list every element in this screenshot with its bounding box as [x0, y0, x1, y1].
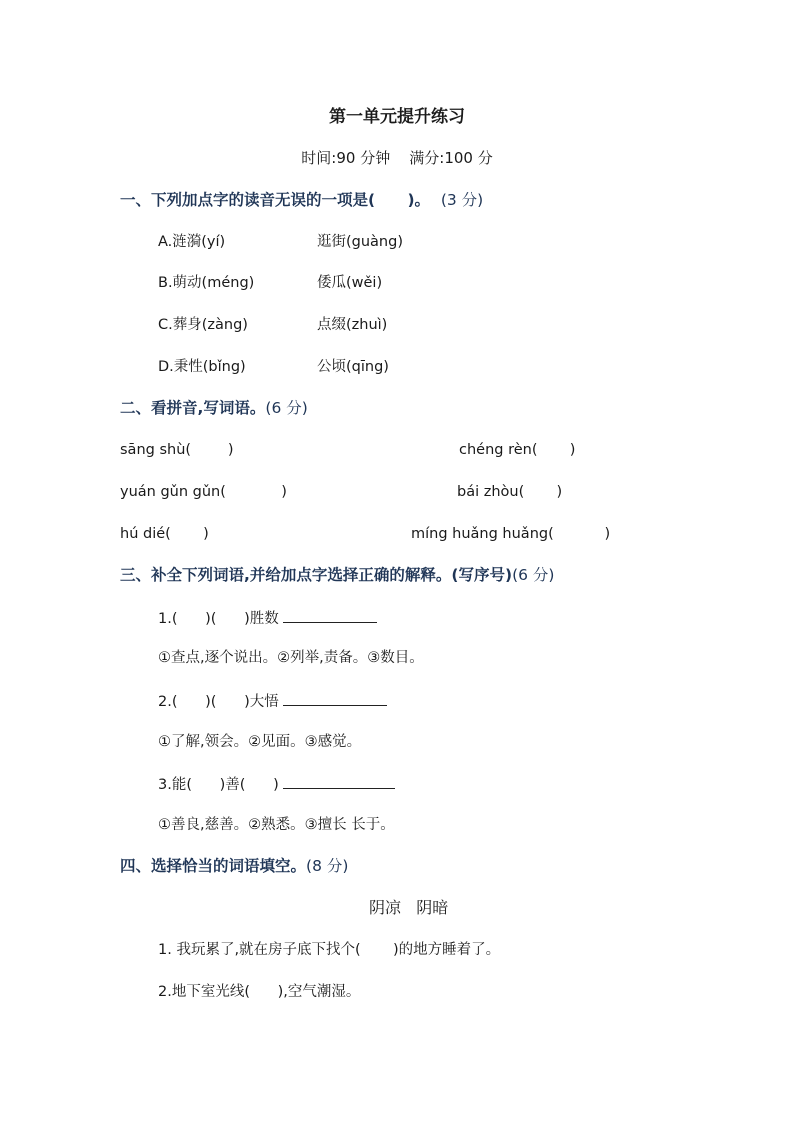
- option-d-word2: 公顷(qīng): [317, 359, 389, 375]
- pinyin-item: míng huǎng huǎng( ): [411, 526, 611, 542]
- definitions-3-2: ①了解,领会。②见面。③感觉。: [158, 734, 362, 750]
- section-1-heading: [120, 190, 483, 210]
- option-b-word2: 倭瓜(wěi): [317, 275, 383, 291]
- exam-info: 时间:90 分钟 满分:100 分: [301, 149, 493, 167]
- option-c-word2: 点缀(zhuì): [317, 317, 388, 333]
- answer-blank[interactable]: [283, 607, 377, 623]
- section-2-heading: [120, 398, 308, 418]
- question-4-1: 1. 我玩累了,就在房子底下找个( )的地方睡着了。: [158, 942, 501, 958]
- answer-blank[interactable]: [283, 690, 387, 706]
- option-d: D.秉性(bǐng): [158, 359, 246, 375]
- section-1-points: (3 分): [440, 191, 484, 209]
- section-3-heading: [120, 565, 554, 585]
- pinyin-item: chéng rèn( ): [459, 442, 576, 458]
- option-a: A.涟漪(yí): [158, 234, 226, 250]
- definitions-3-3: ①善良,慈善。②熟悉。③擅长 长于。: [158, 817, 395, 833]
- section-2-points: (6 分): [265, 399, 308, 417]
- section-2-title: 二、看拼音,写词语。: [120, 399, 266, 417]
- question-3-2: [158, 690, 387, 712]
- section-4-points: (8 分): [306, 857, 349, 875]
- section-4-title: 四、选择恰当的词语填空。: [120, 857, 307, 875]
- word-choices: 阴凉 阴暗: [369, 898, 449, 917]
- pinyin-item: bái zhòu( ): [457, 484, 563, 500]
- pinyin-item: sāng shù( ): [120, 442, 234, 458]
- section-3-title: 三、补全下列词语,并给加点字选择正确的解释。(写序号): [120, 566, 513, 584]
- page-title: 第一单元提升练习: [329, 107, 465, 127]
- option-b: B.萌动(méng): [158, 275, 255, 291]
- section-3-points: (6 分): [512, 566, 555, 584]
- question-3-1-text: 1.( )( )胜数: [158, 611, 284, 627]
- definitions-3-1: ①查点,逐个说出。②列举,责备。③数目。: [158, 650, 424, 666]
- section-4-heading: [120, 856, 348, 876]
- question-3-3: [158, 773, 395, 795]
- section-1-title: 一、下列加点字的读音无误的一项是( )。: [120, 191, 431, 209]
- question-3-3-text: 3.能( )善( ): [158, 777, 284, 793]
- pinyin-item: hú dié( ): [120, 526, 209, 542]
- option-c: C.葬身(zàng): [158, 317, 248, 333]
- question-4-2: 2.地下室光线( ),空气潮湿。: [158, 984, 361, 1000]
- question-3-2-text: 2.( )( )大悟: [158, 694, 284, 710]
- option-a-word2: 逛街(guàng): [317, 234, 403, 250]
- pinyin-item: yuán gǔn gǔn( ): [120, 484, 287, 500]
- question-3-1: [158, 607, 377, 629]
- answer-blank[interactable]: [283, 773, 395, 789]
